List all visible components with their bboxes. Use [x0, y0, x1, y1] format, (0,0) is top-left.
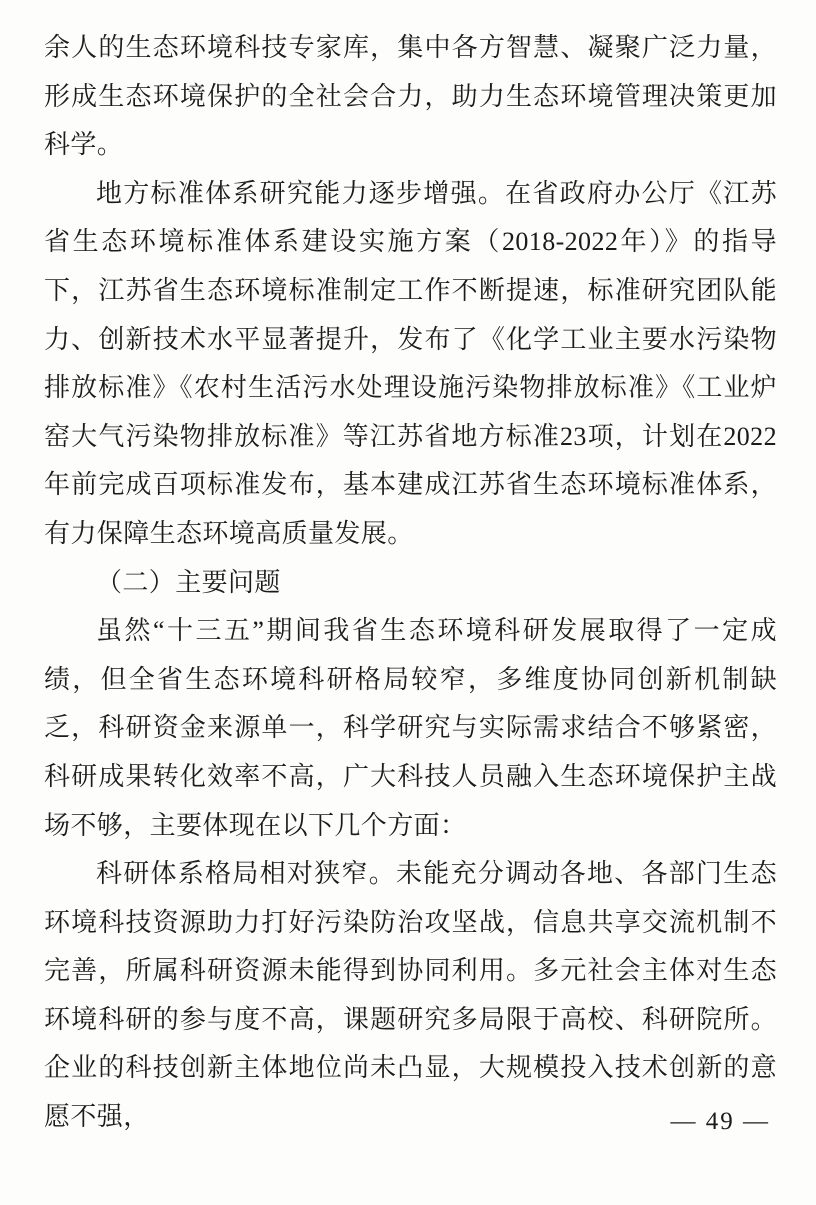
paragraph-local-standards: 地方标准体系研究能力逐步增强。在省政府办公厅《江苏省生态环境标准体系建设实施方案（2018-2022年）》的指导下，江苏省生态环境标准制定工作不断提速，标准研究团队能力、创新技术水平显著提升，发布了《化学工业主要水污染物排放标准》《农村生活污水处理设施污染物排放标准》《工业炉窑大气污染物排放标准》等江苏省地方标准23项，计划在2022年前完成百项标准发布，基本建成江苏省生态环境标准体系，有力保障生态环境高质量发展。	[44, 178, 777, 548]
paragraph-research-system-narrow: 科研体系格局相对狭窄。未能充分调动各地、各部门生态环境科技资源助力打好污染防治攻坚战，信息共享交流机制不完善，所属科研资源未能得到协同利用。多元社会主体对生态环境科研的参与度不高，课题研究多局限于高校、科研院所。企业的科技创新主体地位尚未凸显，大规模投入技术创新的意愿不强，	[44, 859, 777, 1132]
page-number: — 49 —	[670, 1108, 770, 1135]
paragraph-continuation: 余人的生态环境科技专家库，集中各方智慧、凝聚广泛力量，形成生态环境保护的全社会合力，助力生态环境管理决策更加科学。	[44, 33, 777, 160]
document-body	[44, 24, 777, 1142]
paragraph-main-problems-intro: 虽然“十三五”期间我省生态环境科研发展取得了一定成绩，但全省生态环境科研格局较窄，多维度协同创新机制缺乏，科研资金来源单一，科学研究与实际需求结合不够紧密，科研成果转化效率不高，广大科技人员融入生态环境保护主战场不够，主要体现在以下几个方面：	[44, 616, 777, 840]
section-heading: （二）主要问题	[96, 567, 281, 597]
